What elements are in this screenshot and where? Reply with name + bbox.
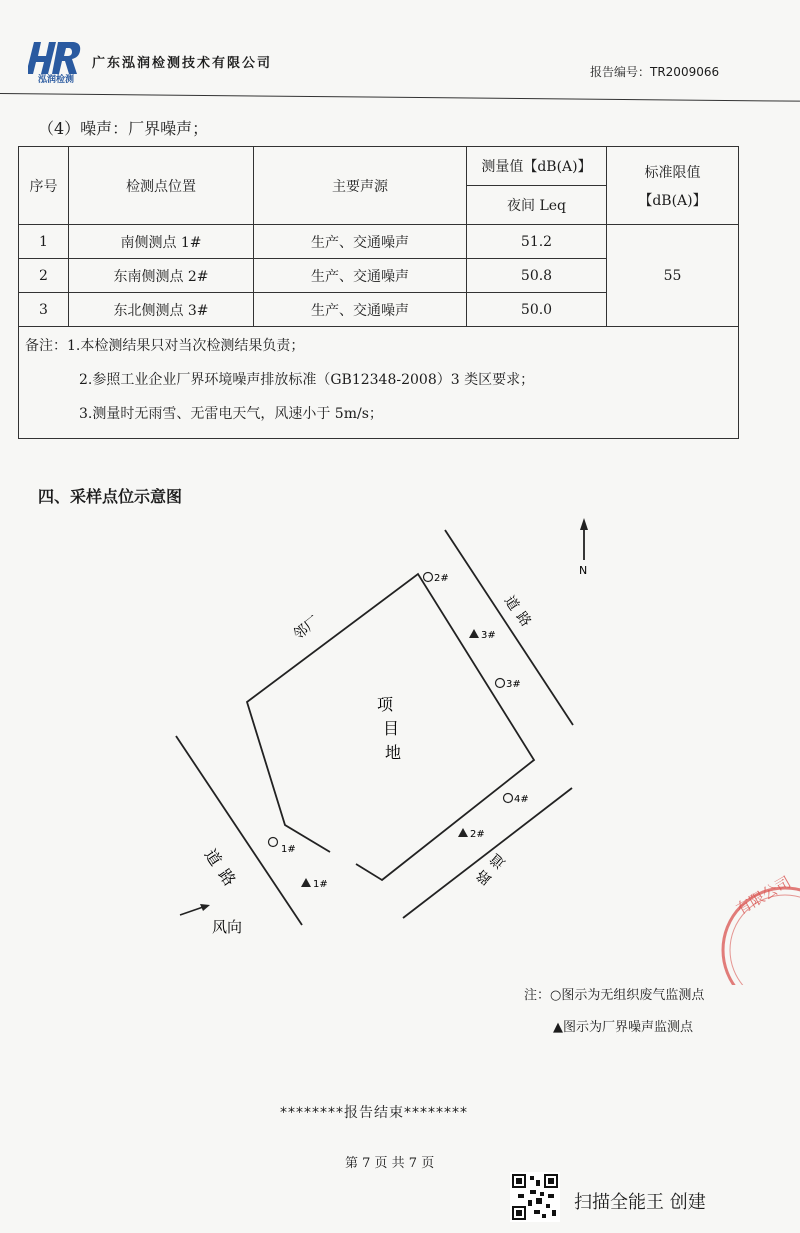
gas-point-2-label: 2# bbox=[434, 573, 449, 584]
cell-location: 南侧测点 1# bbox=[69, 225, 254, 259]
road-right-label-2: 路 bbox=[512, 609, 534, 630]
table-row bbox=[19, 225, 739, 259]
cell-source: 生产、交通噪声 bbox=[254, 293, 467, 327]
gas-point-1 bbox=[269, 838, 278, 847]
legend-triangle: ▲图示为厂界噪声监测点 bbox=[553, 1020, 693, 1035]
noise-point-2-label: 2# bbox=[470, 829, 485, 840]
noise-point-1 bbox=[301, 878, 311, 887]
cell-value: 50.8 bbox=[467, 259, 607, 293]
road-left-line bbox=[176, 736, 302, 925]
sampling-diagram bbox=[0, 505, 800, 945]
cell-value: 50.0 bbox=[467, 293, 607, 327]
road-right-label-1: 道 bbox=[500, 593, 522, 614]
gas-point-4-label: 4# bbox=[514, 794, 529, 805]
header-measured: 测量值【dB(A)】 bbox=[467, 147, 607, 186]
wind-arrow-head bbox=[200, 904, 210, 911]
cell-value: 51.2 bbox=[467, 225, 607, 259]
cell-source: 生产、交通噪声 bbox=[254, 259, 467, 293]
header-source: 主要声源 bbox=[254, 147, 467, 225]
noise-point-1-label: 1# bbox=[313, 879, 328, 890]
scanner-watermark: 扫描全能王 创建 bbox=[574, 1192, 706, 1213]
road-bottom-line bbox=[403, 788, 572, 918]
gas-point-1-label: 1# bbox=[281, 844, 296, 855]
header-limit bbox=[607, 147, 739, 225]
legend-circle: 注：○图示为无组织废气监测点 bbox=[524, 988, 705, 1003]
north-arrow-head bbox=[580, 518, 588, 530]
seal-text: 有限公司 bbox=[733, 872, 794, 919]
wind-label: 风向 bbox=[212, 918, 243, 936]
cell-location: 东北侧测点 3# bbox=[69, 293, 254, 327]
logo-text: 泓润检测 bbox=[37, 75, 75, 84]
company-seal bbox=[690, 855, 800, 985]
road-right-line bbox=[445, 530, 573, 725]
road-left-label-1: 道 bbox=[200, 845, 226, 870]
header-limit-label: 标准限值 bbox=[644, 164, 701, 181]
remarks-cell bbox=[19, 327, 739, 439]
gas-point-3 bbox=[496, 679, 505, 688]
company-name: 广东泓润检测技术有限公司 bbox=[92, 56, 273, 71]
remarks-row bbox=[19, 327, 739, 439]
page-number: 第 7 页 共 7 页 bbox=[345, 1156, 435, 1171]
cell-source: 生产、交通噪声 bbox=[254, 225, 467, 259]
gas-point-3-label: 3# bbox=[506, 679, 521, 690]
table-header-row bbox=[19, 147, 739, 186]
cell-limit: 55 bbox=[607, 225, 739, 327]
cell-seq: 2 bbox=[19, 259, 69, 293]
header-divider bbox=[0, 93, 800, 102]
neighbor-label: 邻厂 bbox=[290, 613, 323, 644]
cell-location: 东南侧测点 2# bbox=[69, 259, 254, 293]
road-left-label-2: 路 bbox=[214, 865, 240, 890]
cell-seq: 3 bbox=[19, 293, 69, 327]
noise-point-3-label: 3# bbox=[481, 630, 496, 641]
project-label-1: 项 bbox=[377, 695, 394, 714]
north-label: N bbox=[579, 564, 588, 577]
gas-point-2 bbox=[424, 573, 433, 582]
header-location: 检测点位置 bbox=[69, 147, 254, 225]
noise-point-2 bbox=[458, 828, 468, 837]
remark-2: 2.参照工业企业厂界环境噪声排放标准（GB12348-2008）3 类区要求； bbox=[79, 372, 535, 388]
sampling-section-title: 四、采样点位示意图 bbox=[38, 487, 183, 506]
cell-seq: 1 bbox=[19, 225, 69, 259]
remark-1: 备注：1.本检测结果只对当次检测结果负责； bbox=[25, 338, 305, 354]
report-number: 报告编号：TR2009066 bbox=[590, 65, 720, 79]
road-bottom-label-1: 道 bbox=[487, 849, 509, 872]
company-logo bbox=[28, 38, 84, 84]
gas-point-4 bbox=[504, 794, 513, 803]
remark-3: 3.测量时无雨雪、无雷电天气，风速小于 5m/s； bbox=[79, 406, 383, 422]
project-label-3: 地 bbox=[385, 743, 402, 762]
qr-code-icon bbox=[510, 1172, 560, 1222]
noise-table bbox=[18, 146, 739, 439]
road-bottom-label-2: 路 bbox=[473, 865, 495, 888]
project-label-2: 目 bbox=[383, 719, 400, 738]
report-end: ********报告结束******** bbox=[280, 1105, 468, 1121]
header-measured-sub: 夜间 Leq bbox=[467, 186, 607, 225]
noise-point-3 bbox=[469, 629, 479, 638]
header-seq: 序号 bbox=[19, 147, 69, 225]
noise-section-title: （4）噪声：厂界噪声； bbox=[38, 119, 209, 138]
header-limit-unit: 【dB(A)】 bbox=[638, 192, 707, 209]
